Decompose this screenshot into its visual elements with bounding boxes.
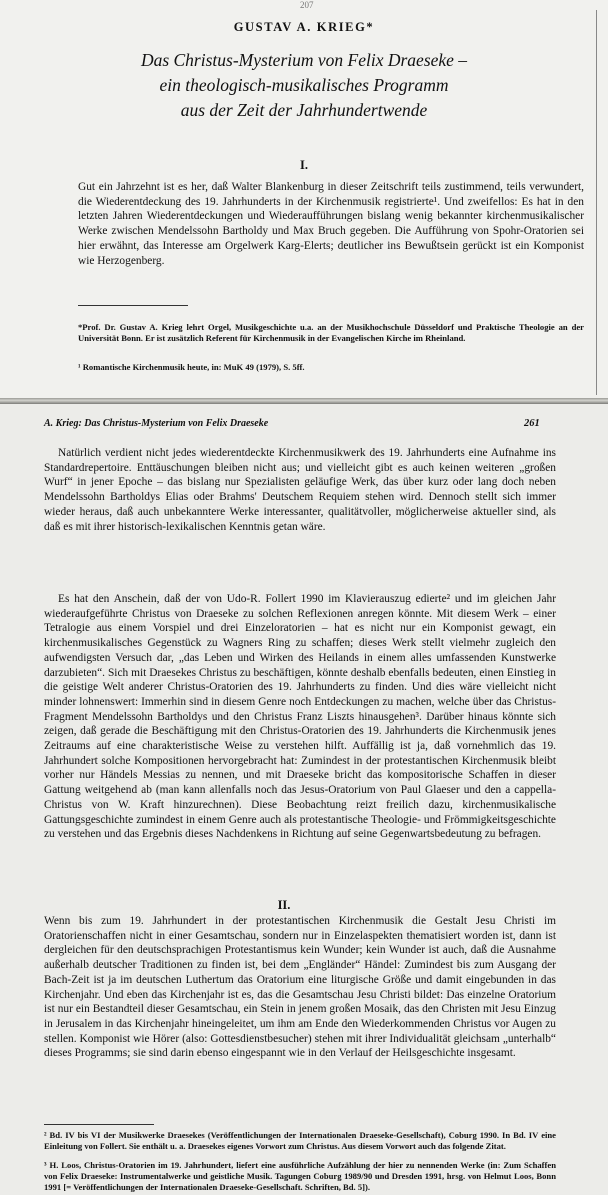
section-1-heading: I. [300, 158, 308, 172]
title-line-1: Das Christus-Mysterium von Felix Draeseke – [140, 50, 468, 70]
article-author: GUSTAV A. KRIEG* [233, 20, 375, 34]
running-head: A. Krieg: Das Christus-Mysterium von Felix Draeseke [44, 418, 269, 429]
footnote-3: ³ H. Loos, Christus-Oratorien im 19. Jahrhundert, liefert eine ausführliche Aufzählung der hier zu nennenden Werke (in: Zum Schaffen von Felix Draeseke: Instrumentalwerke und geistliche Musik. Tagungen Coburg 1989/90 und Dresden 1991, hrsg. von Helmut Loos, Bonn 1991 [= Veröffentlichungen der Internationalen Draeseke-Gesellschaft. Schriften, Bd. 5]). [44, 1160, 556, 1192]
footnote-rule-bottom [44, 1124, 154, 1125]
footnote-rule-top [78, 305, 188, 306]
footnote-2: ² Bd. IV bis VI der Musikwerke Draesekes (Veröffentlichungen der Internationalen Draeseke-Gesellschaft), Coburg 1990. In Bd. IV eine Einleitung von Follert. Sie enthält u. a. Draesekes eigenes Vorwort zum Christus. Aus diesem Vorwort auch das folgende Zitat. [44, 1130, 556, 1151]
title-line-2: ein theologisch-musikalisches Programm [159, 75, 449, 95]
footnote-author: *Prof. Dr. Gustav A. Krieg lehrt Orgel, Musikgeschichte u.a. an der Musikhochschule Düsseldorf und Praktische Theologie an der Universität Bonn. Er ist zusätzlich Referent für Kirchenmusik in der Evangelischen Kirche im Rheinland. [78, 322, 584, 343]
title-line-3: aus der Zeit der Jahrhundertwende [180, 100, 428, 120]
body-paragraph-2: Es hat den Anschein, daß der von Udo-R. Follert 1990 im Klavierauszug edierte² und im gleichen Jahr wiederaufgeführte Christus von Draeseke zu solchen Reflexionen anregen könnte. Mit diesem Werk – einer Tetralogie aus einem Vorspiel und drei Einzeloratorien – hat es nicht nur ein Komponist gewagt, ein kirchenmusikalisches Gegenstück zu Wagners Ring zu schaffen; dieses Werk stellt vielmehr zugleich den aufwendigsten Versuch dar, „das Leben und Wirken des Heilands in einem alles umfassenden Kunstwerke darzubieten“. Sich mit Draesekes Christus zu beschäftigen, könnte deshalb ebenfalls bedeuten, einen Einstieg in die geistige Welt anderer Christus-Oratorien des 19. Jahrhunderts zu finden. Und dies wäre vielleicht nicht minder lohnenswert: Immerhin sind in diesem Genre noch Entdeckungen zu machen, welche über das Christus-Fragment Mendelssohn Bartholdys und den Christus Franz Liszts hinausgehen³. Darüber hinaus könnte sich zeigen, daß gerade die Beschäftigung mit den Christus-Oratorien des 19. Jahrhunderts die Kirchenmusik jenes Zeitraums auf eine charakteristische Weise zu verstehen hilft. Auffällig ist ja, daß vornehmlich das 19. Jahrhundert solche Kompositionen hervorgebracht hat: Zumindest in der protestantischen Kirchenmusik bleibt vorher nur Händels Messias zu nennen, und mit Draeseke bricht das kompositorische Schaffen in dieser Gattung weitgehend ab (man kann allenfalls noch das Jesus-Oratorium von Paul Glaeser und den a cappella-Christus von W. Kraft hinzurechnen). Diese Beobachtung reizt freilich dazu, kirchenmusikalische Gattungsgeschichte zumindest in einem Genre auch als protestantische Theologie- und Frömmigkeitsgeschichte zu verstehen und das Ergebnis dieses Nachdenkens in Richtung auf seine Gegenwartsbedeutung zu befragen. [44, 593, 556, 841]
top-page-mark: 207 [300, 0, 314, 10]
article-title [0, 48, 608, 123]
page-number: 261 [524, 418, 540, 429]
section-2-paragraph: Wenn bis zum 19. Jahrhundert in der protestantischen Kirchenmusik die Gestalt Jesu Christi im Oratorienschaffen nicht in einer Gesamtschau, sondern nur in Einzelaspekten thematisiert worden ist, dann ist dergleichen für den deutschsprachigen Protestantismus kein Wunder; kein Wunder ist auch, daß die Ausnahme außerhalb deutscher Traditionen zu finden ist, bei dem „Engländer“ Händel: Zumindest bis zum Ausgang der Bach-Zeit ist ja im deutschen Luthertum das Oratorium eine liturgische Größe und damit eingebunden in das Kirchenjahr. Und eben das Kirchenjahr ist es, das die Gesamtschau Jesu Christi bildet: Das einzelne Oratorium ist nur ein Bestandteil dieser Gesamtschau, ein Stein in jenem großen Mosaik, das den Christen mit Jesu Einzug in Jerusalem in das Kirchenjahr hineingeleitet, um ihm am Ende den Wiederkommenden Christus vor Augen zu stellen. Komponist wie Hörer (also: Gottesdienstbesucher) stehen mit ihrer Individualität gleichsam „unterhalb“ dieses Programms; sie sind darin ebenso eingespannt wie in den Verlauf der Heilsgeschichte insgesamt. [44, 915, 556, 1060]
footnote-1: ¹ Romantische Kirchenmusik heute, in: MuK 49 (1979), S. 5ff. [78, 362, 305, 372]
body-paragraph-1: Natürlich verdient nicht jedes wiederentdeckte Kirchenmusikwerk des 19. Jahrhunderts eine Aufnahme ins Standardrepertoire. Enttäuschungen bleiben nicht aus; und vielleicht gibt es auch keinen weiteren „großen Wurf“ in jener Epoche – das bislang nur Spezialisten geläufige Werk, das über kurz oder lang doch neben Mendelssohn Bartholdys Elias oder Brahms' Deutschem Requiem stehen wird. Dennoch stellt sich immer wieder heraus, daß auch unbekanntere Werke interessanter, qualitätvoller, möglicherweise aktueller sind, als daß es mit ihrer historisch-lexikalischen Kenntnis getan wäre. [44, 447, 556, 533]
section-1-paragraph: Gut ein Jahrzehnt ist es her, daß Walter Blankenburg in dieser Zeitschrift teils zustimmend, teils verwundert, die Wiederentdeckung des 19. Jahrhunderts in der Kirchenmusik registrierte¹. Und zweifellos: Es hat in den letzten Jahren Wiederentdeckungen und Wiederaufführungen bislang wenig bekannter kirchenmusikalischer Werke zwischen Mendelssohn Bartholdy und Max Bruch gegeben. Die Aufführung von Spohr-Oratorien sei hier erwähnt, das Interesse am Orgelwerk Karg-Elerts; deutlicher ins Bewußtsein gerückt ist ein Komponist wie Herzogenberg. [78, 181, 584, 267]
section-2-heading: II. [277, 898, 291, 912]
